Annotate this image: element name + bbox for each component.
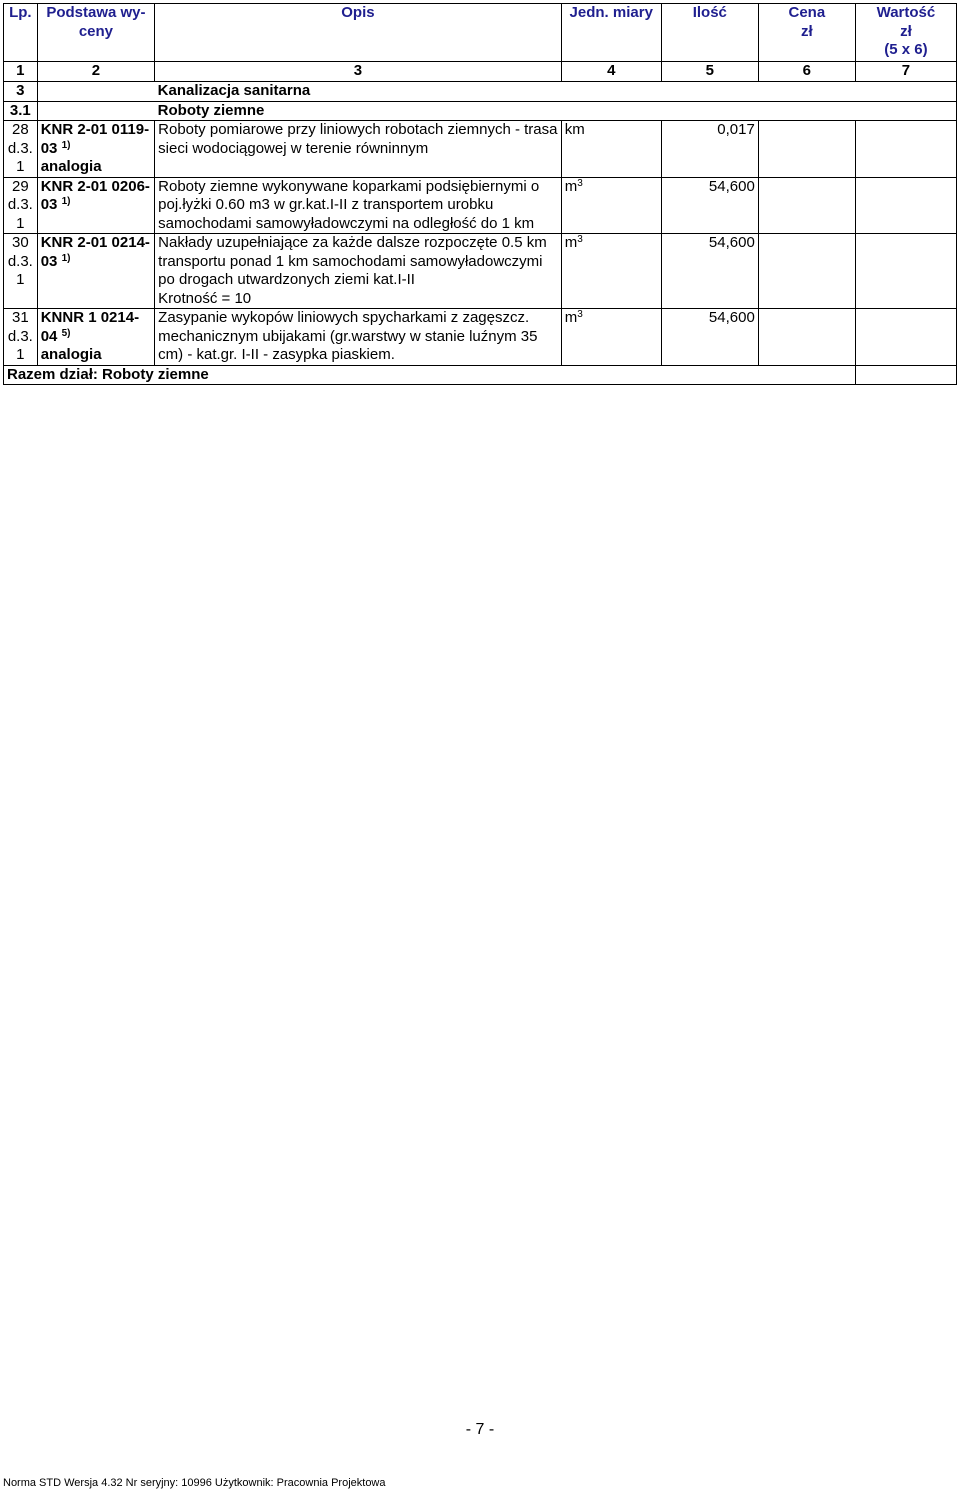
item-lp: 30 d.3. 1 [4, 234, 38, 309]
item-value [855, 234, 956, 309]
table-row [4, 234, 957, 309]
item-description: Roboty pomiarowe przy liniowych robotach ziemnych - trasa sieci wodociągowej w terenie równinnym [155, 121, 562, 178]
item-description: Zasypanie wykopów liniowych spycharkami z zagęszcz. mechanicznym ubijakami (gr.warstwy w stanie luźnym 35 cm) - kat.gr. I-II - zasypka piaskiem. [155, 309, 562, 366]
item-price [758, 121, 855, 178]
footnote-ref: 1) [61, 196, 71, 207]
item-basis: KNNR 1 0214-04 $^{5)}$ analogia [37, 309, 154, 366]
column-number: 2 [37, 62, 154, 82]
header-value-currency: zł [900, 22, 912, 40]
footnote-ref: 1) [61, 139, 71, 151]
item-lp: 28 d.3. 1 [4, 121, 38, 178]
item-basis: KNR 2-01 0119-03 $^{1)}$ analogia [37, 121, 154, 178]
column-number: 1 [4, 62, 38, 82]
total-row [4, 365, 957, 385]
item-price [758, 309, 855, 366]
subsection-number: 3.1 [4, 101, 38, 121]
item-basis-note: analogia [40, 158, 102, 175]
column-numbers-row [4, 62, 957, 82]
header-value [855, 4, 956, 62]
column-number: 7 [855, 62, 956, 82]
footnote-ref: 1) [61, 252, 71, 264]
footnote-ref: 5) [61, 327, 71, 339]
item-basis: KNR 2-01 0206-03 $^{1)}$ [37, 177, 154, 234]
item-basis: KNR 2-01 0214-03 $^{1)}$ [37, 234, 154, 309]
item-value [855, 121, 956, 178]
total-label: Razem dział: Roboty ziemne [4, 365, 856, 385]
item-quantity: 54,600 [661, 234, 758, 309]
item-unit: $m^3$ [561, 234, 661, 309]
total-value [855, 365, 956, 385]
header-row [4, 4, 957, 62]
item-value [855, 177, 956, 234]
item-unit: $m^3$ [561, 177, 661, 234]
section-row [4, 82, 957, 102]
item-price [758, 177, 855, 234]
table-row [4, 309, 957, 366]
item-multiplier: Krotność = 10 [158, 289, 252, 307]
page-number: - 7 - [465, 1421, 495, 1438]
cost-estimate-table [3, 3, 957, 385]
header-basis: Podstawa wy-ceny [37, 4, 154, 62]
header-quantity: Ilość [661, 4, 758, 62]
header-price-label: Cena [788, 4, 826, 21]
subsection-row [4, 101, 957, 121]
item-value [855, 309, 956, 366]
item-basis-note: analogia [40, 346, 102, 363]
column-number: 6 [758, 62, 855, 82]
item-unit: km [561, 121, 661, 178]
header-unit: Jedn. miary [561, 4, 661, 62]
item-quantity: 0,017 [661, 121, 758, 178]
table-row [4, 121, 957, 178]
header-price-currency: zł [800, 22, 813, 40]
section-title: Kanalizacja sanitarna [155, 82, 957, 102]
column-number: 4 [561, 62, 661, 82]
item-unit: $m^3$ [561, 309, 661, 366]
item-lp: 31 d.3. 1 [4, 309, 38, 366]
subsection-title: Roboty ziemne [155, 101, 957, 121]
section-number: 3 [4, 82, 38, 102]
column-number: 3 [155, 62, 562, 82]
header-lp: Lp. [4, 4, 38, 62]
item-description: Nakłady uzupełniające za każde dalsze rozpoczęte 0.5 km transportu ponad 1 km samochodami samowyładowczymi po drogach utwardzonych ziemi kat.I-II Krotność = 10 [155, 234, 562, 309]
table-row [4, 177, 957, 234]
item-lp: 29 d.3. 1 [4, 177, 38, 234]
header-price [758, 4, 855, 62]
footer-text: Norma STD Wersja 4.32 Nr seryjny: 10996 Użytkownik: Pracownia Projektowa [3, 1477, 386, 1489]
header-value-formula: (5 x 6) [884, 41, 928, 58]
item-quantity: 54,600 [661, 177, 758, 234]
item-price [758, 234, 855, 309]
item-quantity: 54,600 [661, 309, 758, 366]
header-value-label: Wartość [876, 4, 936, 21]
column-number: 5 [661, 62, 758, 82]
item-description: Roboty ziemne wykonywane koparkami podsiębiernymi o poj.łyżki 0.60 m3 w gr.kat.I-II z transportem urobku samochodami samowyładowczymi na odległość do 1 km [155, 177, 562, 234]
header-description: Opis [155, 4, 562, 62]
